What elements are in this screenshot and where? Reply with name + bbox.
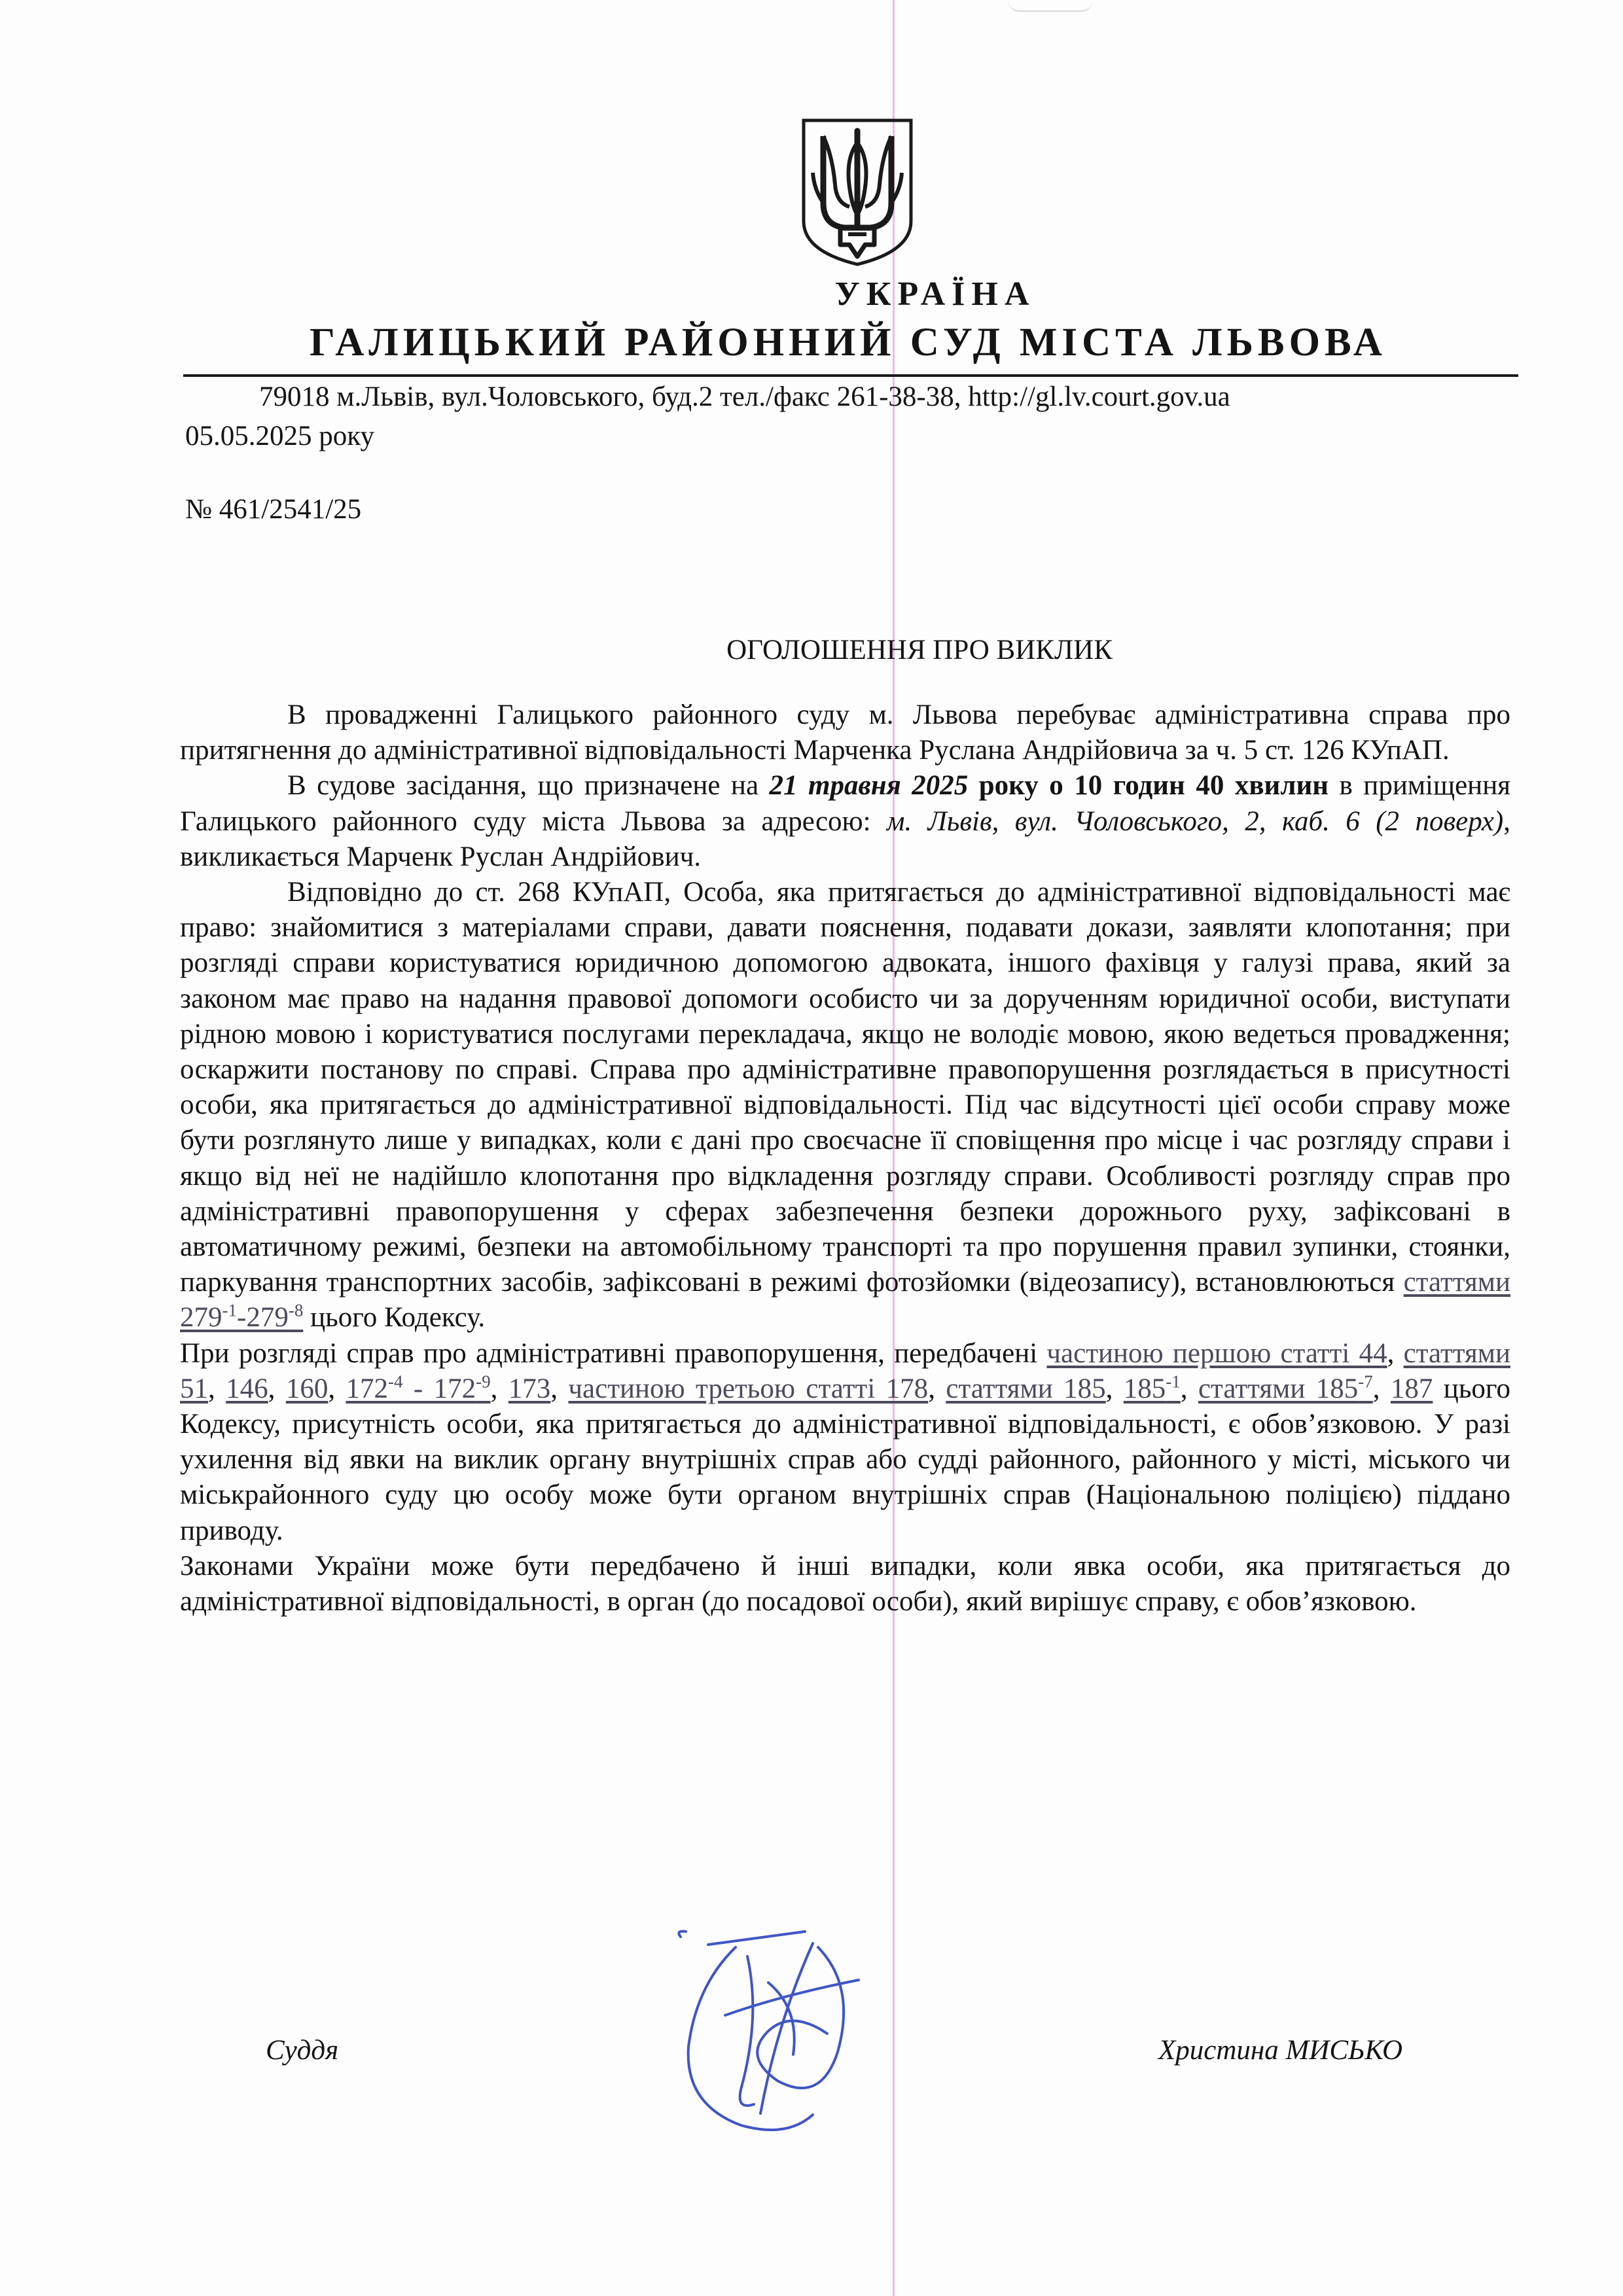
law-link-sup: -1 [1166,1371,1181,1392]
law-link-187[interactable]: 187 [1390,1373,1433,1404]
law-link-text: 172 [346,1373,388,1404]
hearing-date: 21 травня 2025 [769,770,969,802]
presence-text: При розгляді справ про адміністративні правопорушення, передбачені [180,1337,1047,1369]
law-link-sup: -4 [387,1371,403,1392]
case-number: № 461/2541/25 [185,494,362,525]
law-link-text: статтями 279 [180,1267,1510,1333]
law-link-text: - 172 [402,1373,476,1404]
presence-text: цього Кодексу, присутність особи, яка притягається до адміністративної відповідальності, є обов’язковою. У разі ухилення від явки на виклик органу внутрішніх справ або судді районного, районного у місті, міського чи міськрайонного суду цю особу може бути органом внутрішніх справ (Національною поліцією) піддано приводу. [180,1373,1510,1546]
scan-mark [1008,0,1093,12]
paragraph-rights [180,875,1510,1336]
document-body [180,698,1510,1619]
signer-name: Христина МИСЬКО [1158,2035,1402,2066]
judge-signature [662,1917,898,2133]
hearing-text: в приміщення Галицького районного суду міста Львова за адресою: [180,770,1510,837]
hearing-text: В судове засідання, що призначене на [287,770,770,802]
law-link-160[interactable]: 160 [285,1373,329,1404]
hearing-address: м. Львів, вул. Чоловського, 2, каб. 6 (2 поверх) [887,805,1504,837]
law-link-51[interactable]: статтями 51 [180,1337,1510,1404]
law-link-172-4[interactable] [346,1373,402,1404]
law-link-173[interactable]: 173 [508,1373,551,1404]
paragraph-hearing [180,768,1510,875]
law-link-sup: -7 [1358,1371,1373,1392]
law-link-text: -279 [237,1302,289,1333]
header-divider [183,374,1518,377]
paragraph-other-cases: Законами України може бути передбачено й інші випадки, коли явка особи, яка притягається до адміністративної відповідальності, в орган (до посадової особи), який вирішує справу, є обов’язковою. [180,1550,1510,1617]
law-link-185-7[interactable] [1198,1373,1373,1404]
country-name: УКРАЇНА [834,275,1036,313]
law-link-146[interactable]: 146 [226,1373,268,1404]
court-address: 79018 м.Львів, вул.Чоловського, буд.2 тел./факс 261-38-38, http://gl.lv.court.gov.ua [259,381,1230,412]
coat-of-arms-icon [797,116,918,268]
law-link-text: статтями 185 [1198,1373,1359,1404]
court-name: ГАЛИЦЬКИЙ РАЙОННИЙ СУД МІСТА ЛЬВОВА [310,321,1387,364]
rights-text: цього Кодексу. [303,1302,486,1333]
hearing-time: року о 10 годин 40 хвилин [968,770,1329,802]
document-date: 05.05.2025 року [185,421,375,451]
law-link-sup: -9 [476,1371,491,1392]
document-title: ОГОЛОШЕННЯ ПРО ВИКЛИК [726,635,1113,665]
rights-text: Відповідно до ст. 268 КУпАП, Особа, яка притягається до адміністративної відповідальності має право: знайомитися з матеріалами справи, давати пояснення, подавати докази, заявляти клопотання; при розгляді справи користуватися юридичною допомогою адвоката, іншого фахівця у галузі права, який за законом має право на надання правової допомоги особисто чи за дорученням юридичної особи, виступати рідною мовою і користуватися послугами перекладача, якщо не володіє мовою, якою ведеться провадження; оскаржити постанову по справі. Справа про адміністративне правопорушення розглядається в присутності особи, яка притягається до адміністративної відповідальності. Під час відсутності цієї особи справу може бути розглянуто лише у випадках, коли є дані про своєчасне її сповіщення про місце і час розгляду справи і якщо від неї не надійшло клопотання про відкладення розгляду справи. Особливості розгляду справ про адміністративні правопорушення у сферах забезпечення безпеки дорожнього руху, зафіксовані в автоматичному режимі, безпеки на автомобільному транспорті та про порушення правил зупинки, стоянки, паркування транспортних засобів, зафіксовані в режимі фотозйомки (відеозапису), встановлюються [180,877,1510,1298]
law-link-sup: -8 [288,1301,304,1321]
law-link-172-9[interactable] [402,1373,490,1404]
law-link-sup: -1 [222,1301,237,1321]
paragraph-case-info: В провадженні Галицького районного суду м. Львова перебуває адміністративна справа про притягнення до адміністративної відповідальності Марченка Руслана Андрійовича за ч. 5 ст. 126 КУпАП. [180,699,1510,766]
paragraph-mandatory-presence: При розгляді справ про адміністративні правопорушення, передбачені частиною першою статті 44, статтями 51, 146, 160, $172^{-4} - 172^{-9}$, 173, частиною третьою статті 178, статтями 185, $185^{-1}$, статтями $185^{-7}$, 187 цього Кодексу, присутність особи, яка притягається до адміністративної відповідальності, є обов’язковою. У разі ухилення від явки на виклик органу внутрішніх справ або судді районного, районного у місті, міського чи міськрайонного суду цю особу може бути органом внутрішніх справ (Національною поліцією) піддано приводу. [180,1337,1510,1546]
law-link-185[interactable]: статтями 185 [946,1373,1106,1404]
law-link-178[interactable]: частиною третьою статті 178 [568,1373,929,1404]
law-link-text: 185 [1123,1373,1166,1404]
hearing-text: , викликається Марченк Руслан Андрійович. [180,805,1511,872]
law-link-44[interactable]: частиною першою статті 44 [1046,1337,1387,1369]
signer-role: Суддя [266,2035,339,2066]
law-link-185-1[interactable] [1124,1373,1181,1404]
